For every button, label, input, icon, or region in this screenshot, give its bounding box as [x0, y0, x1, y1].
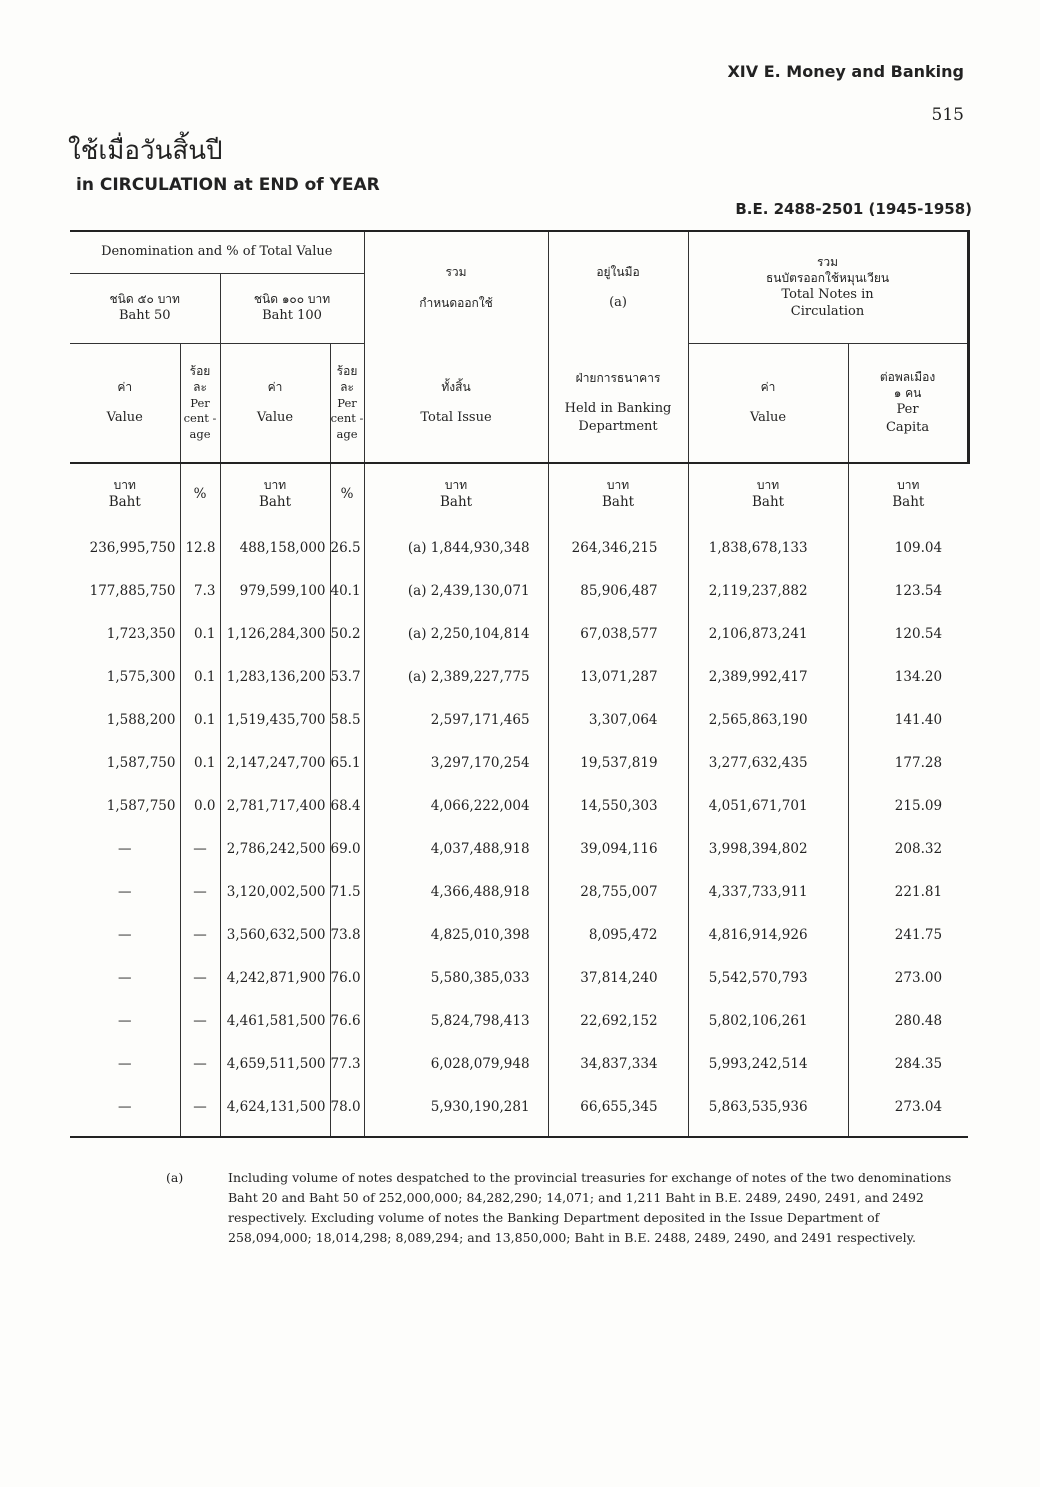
header-banking: ฝ่ายการธนาคาร Held in Banking Department [548, 343, 688, 463]
circulation-table [70, 230, 970, 1138]
cell-v100: 979,599,100 [220, 569, 330, 612]
cell-circ: 4,051,671,701 [688, 784, 848, 827]
cell-pc: 215.09 [848, 784, 968, 827]
cell-issue: 6,028,079,948 [364, 1042, 548, 1085]
cell-p50: — [180, 1085, 220, 1137]
header-value-100: ค่า Value [220, 343, 330, 463]
cell-pc: 241.75 [848, 913, 968, 956]
cell-v50: — [118, 969, 132, 986]
cell-p50: — [180, 870, 220, 913]
cell-circ: 3,998,394,802 [688, 827, 848, 870]
footnote-text: Including volume of notes despatched to the provincial treasuries for exchange of notes of the two denominations Baht 20 and Baht 50 of 252,000,000; 84,282,290; 14,071; and 1,211 Baht in B.E. 2489, 2490, 2491, and 2492 respectively. Excluding volume of notes the Banking Department deposited in the Issue Department of 258,094,000; 18,014,298; 8,089,294; and 13,850,000; Baht in B.E. 2488, 2489, 2490, and 2491 respectively. [228, 1170, 952, 1245]
table-row [70, 569, 968, 612]
cell-bank: 67,038,577 [548, 612, 688, 655]
cell-circ: 3,277,632,435 [688, 741, 848, 784]
cell-bank: 264,346,215 [548, 526, 688, 569]
cell-v100: 4,242,871,900 [220, 956, 330, 999]
cell-issue: 5,824,798,413 [364, 999, 548, 1042]
cell-v100: 3,560,632,500 [220, 913, 330, 956]
cell-v100: 4,659,511,500 [220, 1042, 330, 1085]
cell-p100: 73.8 [330, 913, 364, 956]
cell-circ: 5,993,242,514 [688, 1042, 848, 1085]
cell-bank: 39,094,116 [548, 827, 688, 870]
header-banking-thai: อยู่ในมือ (a) [548, 231, 688, 343]
header-circ-value: ค่า Value [688, 343, 848, 463]
table-row [70, 784, 968, 827]
cell-p100: 40.1 [330, 569, 364, 612]
cell-p100: 58.5 [330, 698, 364, 741]
cell-bank: 37,814,240 [548, 956, 688, 999]
cell-p100: 76.0 [330, 956, 364, 999]
cell-p100: 76.6 [330, 999, 364, 1042]
cell-issue: (a) 2,250,104,814 [364, 612, 548, 655]
table-row [70, 1042, 968, 1085]
table-row [70, 698, 968, 741]
cell-v100: 2,781,717,400 [220, 784, 330, 827]
cell-circ: 5,802,106,261 [688, 999, 848, 1042]
cell-v50: — [118, 1055, 132, 1072]
cell-circ: 2,565,863,190 [688, 698, 848, 741]
header-baht50: ชนิด ๕๐ บาท Baht 50 [70, 273, 220, 343]
header-per-capita: ต่อพลเมือง ๑ คน Per Capita [848, 343, 968, 463]
cell-issue: 5,930,190,281 [364, 1085, 548, 1137]
cell-p50: — [180, 913, 220, 956]
cell-bank: 66,655,345 [548, 1085, 688, 1137]
cell-p100: 77.3 [330, 1042, 364, 1085]
cell-v100: 4,624,131,500 [220, 1085, 330, 1137]
cell-bank: 22,692,152 [548, 999, 688, 1042]
cell-p100: 26.5 [330, 526, 364, 569]
cell-v100: 2,147,247,700 [220, 741, 330, 784]
cell-pc: 208.32 [848, 827, 968, 870]
header-total-issue: ทั้งสิ้น Total Issue [364, 343, 548, 463]
cell-p100: 68.4 [330, 784, 364, 827]
table-row [70, 655, 968, 698]
cell-issue: 2,597,171,465 [364, 698, 548, 741]
cell-p100: 71.5 [330, 870, 364, 913]
footnote-mark: (a) [166, 1170, 184, 1185]
cell-p100: 65.1 [330, 741, 364, 784]
cell-circ: 4,816,914,926 [688, 913, 848, 956]
header-value-50: ค่า Value [70, 343, 180, 463]
unit-cell: บาท Baht [688, 463, 848, 526]
cell-issue: 4,825,010,398 [364, 913, 548, 956]
cell-circ: 4,337,733,911 [688, 870, 848, 913]
page-title: in CIRCULATION at END of YEAR [76, 175, 380, 195]
table-row [70, 526, 968, 569]
cell-bank: 8,095,472 [548, 913, 688, 956]
cell-issue: 5,580,385,033 [364, 956, 548, 999]
header-percent-50: ร้อย ละ Per cent -age [180, 343, 220, 463]
cell-pc: 120.54 [848, 612, 968, 655]
cell-circ: 2,389,992,417 [688, 655, 848, 698]
cell-v50: 1,588,200 [106, 711, 176, 728]
table-row [70, 913, 968, 956]
header-denomination: Denomination and % of Total Value [70, 231, 364, 273]
table-row [70, 612, 968, 655]
header-total-issue-thai: รวม กำหนดออกใช้ [364, 231, 548, 343]
cell-bank: 19,537,819 [548, 741, 688, 784]
page-title-thai: ใช้เมื่อวันสิ้นปี [68, 136, 223, 166]
cell-pc: 280.48 [848, 999, 968, 1042]
cell-pc: 221.81 [848, 870, 968, 913]
page-number: 515 [931, 105, 964, 125]
cell-pc: 141.40 [848, 698, 968, 741]
cell-pc: 177.28 [848, 741, 968, 784]
cell-v50: — [70, 1085, 180, 1137]
cell-circ: 2,106,873,241 [688, 612, 848, 655]
cell-v50: 1,587,750 [106, 797, 176, 814]
footnote [166, 1168, 966, 1248]
table-row [70, 1085, 968, 1137]
cell-p50: 0.1 [180, 655, 220, 698]
cell-pc: 134.20 [848, 655, 968, 698]
unit-cell: บาท Baht [220, 463, 330, 526]
cell-issue: 4,037,488,918 [364, 827, 548, 870]
cell-circ: 1,838,678,133 [688, 526, 848, 569]
cell-p50: 12.8 [180, 526, 220, 569]
table-row [70, 999, 968, 1042]
cell-p100: 69.0 [330, 827, 364, 870]
cell-issue: (a) 2,389,227,775 [364, 655, 548, 698]
cell-pc: 284.35 [848, 1042, 968, 1085]
cell-circ: 5,542,570,793 [688, 956, 848, 999]
cell-v100: 1,126,284,300 [220, 612, 330, 655]
cell-v50: — [118, 1012, 132, 1029]
cell-p100: 78.0 [330, 1085, 364, 1137]
unit-cell: บาท Baht [548, 463, 688, 526]
cell-v50: — [118, 926, 132, 943]
cell-v50: 1,587,750 [106, 754, 176, 771]
cell-p50: — [180, 956, 220, 999]
cell-p50: — [180, 999, 220, 1042]
cell-p50: — [180, 1042, 220, 1085]
cell-v100: 2,786,242,500 [220, 827, 330, 870]
cell-v50: 236,995,750 [89, 539, 176, 556]
cell-circ: 5,863,535,936 [688, 1085, 848, 1137]
cell-p50: 0.1 [180, 698, 220, 741]
unit-cell: % [330, 463, 364, 526]
cell-v50: — [118, 840, 132, 857]
units-row [70, 463, 968, 526]
cell-pc: 123.54 [848, 569, 968, 612]
table-row [70, 827, 968, 870]
cell-bank: 13,071,287 [548, 655, 688, 698]
cell-pc: 109.04 [848, 526, 968, 569]
table-row [70, 870, 968, 913]
cell-bank: 14,550,303 [548, 784, 688, 827]
table-row [70, 956, 968, 999]
cell-pc: 273.04 [848, 1085, 968, 1137]
cell-p100: 50.2 [330, 612, 364, 655]
header-percent-100: ร้อย ละ Per cent -age [330, 343, 364, 463]
cell-issue: (a) 1,844,930,348 [364, 526, 548, 569]
cell-p50: 0.1 [180, 612, 220, 655]
unit-cell: บาท Baht [108, 478, 141, 511]
unit-cell: % [180, 463, 220, 526]
cell-p50: 0.1 [180, 741, 220, 784]
cell-circ: 2,119,237,882 [688, 569, 848, 612]
cell-v50: — [118, 883, 132, 900]
cell-bank: 28,755,007 [548, 870, 688, 913]
table-row [70, 741, 968, 784]
header-total-circulation: รวม ธนบัตรออกใช้หมุนเวียน Total Notes in Circulation [688, 231, 968, 343]
period-label: B.E. 2488-2501 (1945-1958) [735, 200, 972, 218]
cell-v100: 1,519,435,700 [220, 698, 330, 741]
cell-v100: 3,120,002,500 [220, 870, 330, 913]
unit-cell: บาท Baht [364, 463, 548, 526]
header-baht100: ชนิด ๑๐๐ บาท Baht 100 [220, 273, 364, 343]
cell-bank: 85,906,487 [548, 569, 688, 612]
cell-bank: 34,837,334 [548, 1042, 688, 1085]
cell-issue: 3,297,170,254 [364, 741, 548, 784]
cell-p50: 0.0 [180, 784, 220, 827]
unit-cell: บาท Baht [848, 463, 968, 526]
cell-v50: 1,723,350 [106, 625, 176, 642]
cell-issue: 4,366,488,918 [364, 870, 548, 913]
section-title: XIV E. Money and Banking [727, 62, 964, 81]
cell-v50: 1,575,300 [106, 668, 176, 685]
cell-v100: 1,283,136,200 [220, 655, 330, 698]
cell-bank: 3,307,064 [548, 698, 688, 741]
cell-pc: 273.00 [848, 956, 968, 999]
cell-v100: 4,461,581,500 [220, 999, 330, 1042]
cell-v50: 177,885,750 [89, 582, 176, 599]
cell-v100: 488,158,000 [220, 526, 330, 569]
cell-issue: (a) 2,439,130,071 [364, 569, 548, 612]
cell-issue: 4,066,222,004 [364, 784, 548, 827]
cell-p50: — [180, 827, 220, 870]
cell-p100: 53.7 [330, 655, 364, 698]
cell-p50: 7.3 [180, 569, 220, 612]
